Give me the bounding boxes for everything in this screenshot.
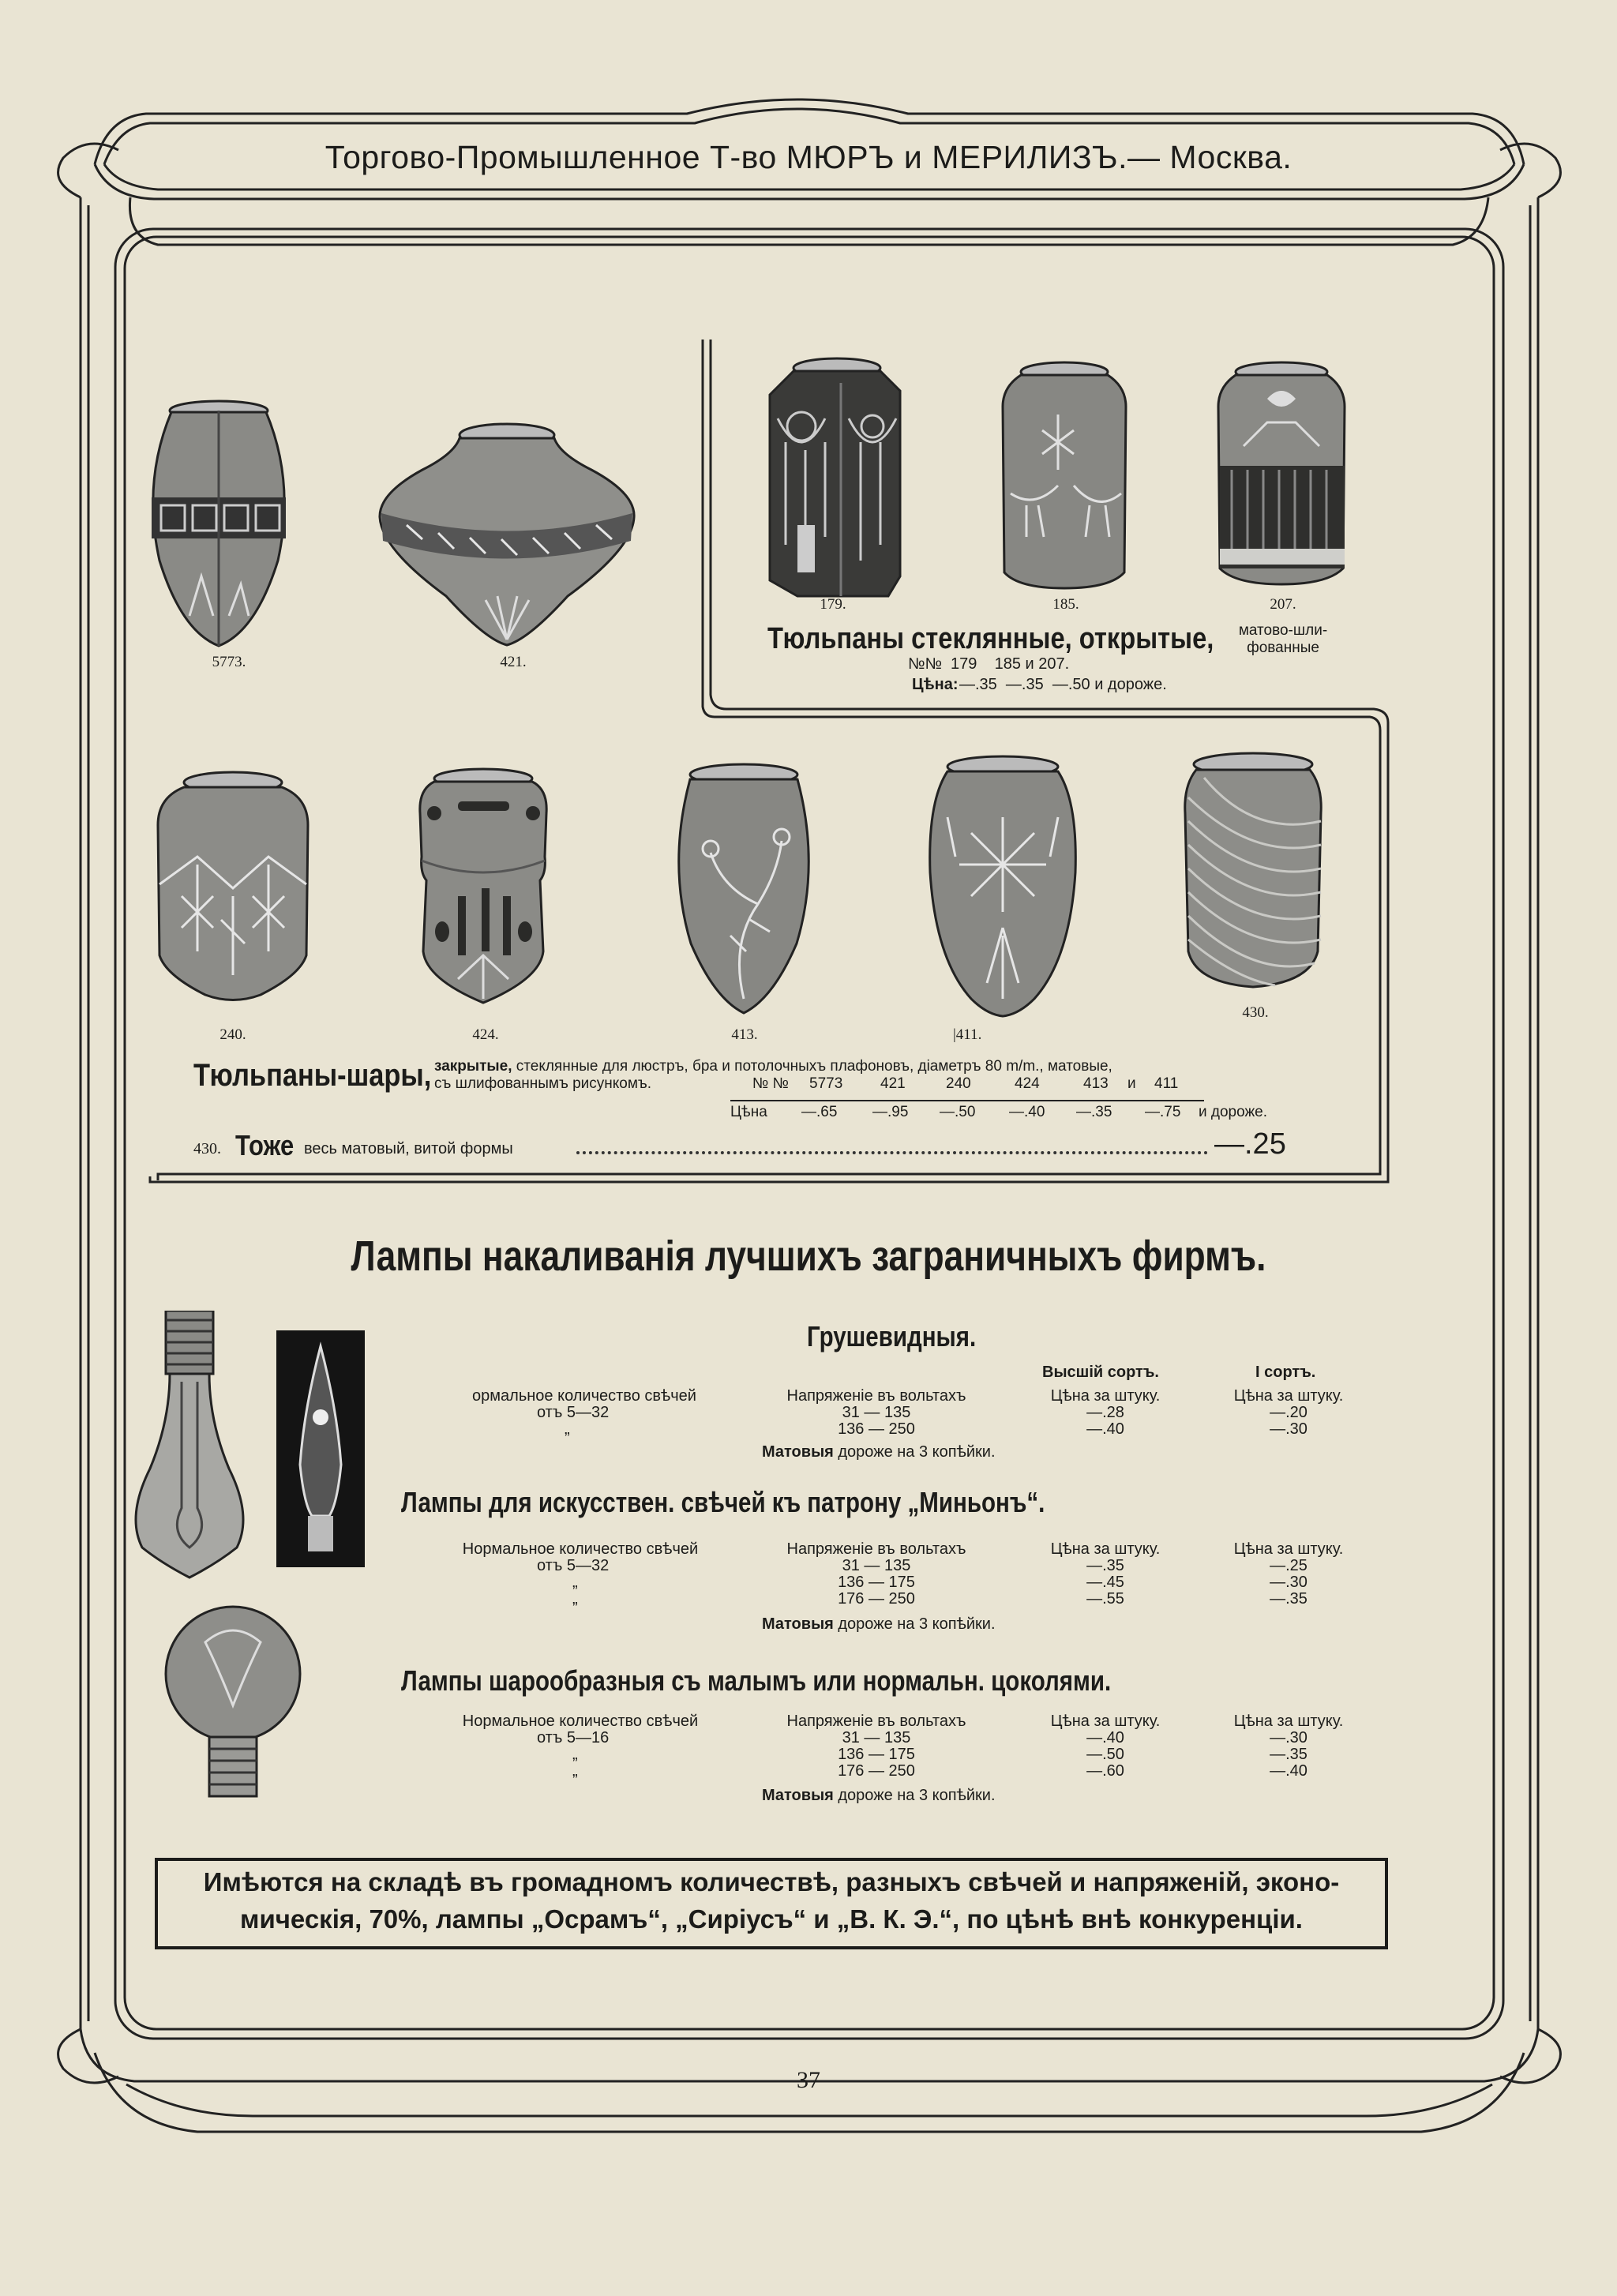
pear-col2-header: Напряженіе въ вольтахъ — [786, 1387, 966, 1405]
matte-note-bold: Матовыя — [762, 1443, 834, 1461]
tulip-ball-240-image — [150, 770, 316, 1007]
pear-lamps-title: Грушевидныя. — [807, 1320, 977, 1352]
globe-col2-row: 136 — 175 — [838, 1746, 915, 1763]
tulip-balls-number: 240 — [946, 1075, 971, 1092]
mignon-col1-row: „ — [572, 1574, 578, 1591]
same-item-desc: весь матовый, витой формы — [304, 1140, 513, 1157]
globe-col2-row: 176 — 250 — [838, 1762, 915, 1780]
figure-number: 421. — [500, 654, 527, 670]
globe-col3-header: Цѣна за штуку. — [1050, 1713, 1161, 1730]
matte-note-bold: Матовыя — [762, 1787, 834, 1804]
tulips-open-numbers: №№ 179 185 и 207. — [908, 655, 1070, 673]
globe-col1-row: отъ 5—16 — [537, 1729, 610, 1746]
globe-col1-row: „ — [572, 1746, 578, 1763]
globe-col4-row: —.40 — [1270, 1762, 1307, 1780]
tulip-ball-430-image — [1180, 750, 1326, 995]
globe-col2-header: Напряженіе въ вольтахъ — [786, 1713, 966, 1730]
pear-matte-note — [762, 1443, 996, 1461]
globe-col1-header: Нормальное количество свѣчей — [462, 1713, 699, 1730]
globe-col4-row: —.35 — [1270, 1746, 1307, 1763]
tulip-balls-number: 413 — [1083, 1075, 1109, 1092]
pear-col3-header: Цѣна за штуку. — [1050, 1387, 1161, 1405]
tulip-balls-price: —.50 — [940, 1104, 976, 1120]
tulips-open-price-label: Цѣна: — [912, 676, 959, 693]
tulips-open-title: Тюльпаны стеклянные, открытые, — [767, 622, 1214, 655]
mignon-col2-row: 136 — 175 — [838, 1574, 915, 1591]
mignon-col4-header: Цѣна за штуку. — [1233, 1540, 1344, 1558]
mignon-col4-row: —.25 — [1270, 1557, 1307, 1574]
grade-high-label: Высшій сортъ. — [1042, 1364, 1159, 1381]
tulip-ball-413-image — [667, 762, 821, 1019]
tulip-balls-price: —.65 — [801, 1104, 838, 1120]
pear-col4-row: —.20 — [1270, 1404, 1307, 1421]
globe-bulb-image — [162, 1603, 304, 1804]
pear-col1-header: ормальное количество свѣчей — [472, 1387, 696, 1405]
tulip-balls-numbers-label: № № — [752, 1075, 790, 1092]
pear-col3-row: —.28 — [1086, 1404, 1124, 1421]
figure-number: 240. — [219, 1026, 246, 1043]
lamp-shade-5773-image — [142, 395, 292, 655]
tulip-shade-185-image — [995, 359, 1133, 592]
figure-number: |411. — [953, 1026, 982, 1043]
tulip-balls-title: Тюльпаны-шары, — [193, 1058, 432, 1093]
globe-col3-row: —.40 — [1086, 1729, 1124, 1746]
tulips-open-prices: —.35 —.35 —.50 и дороже. — [959, 676, 1167, 693]
page-number: 37 — [797, 2067, 820, 2093]
mignon-col1-row: „ — [572, 1590, 578, 1608]
tulip-balls-desc-line1 — [434, 1058, 1112, 1075]
figure-number: 185. — [1052, 596, 1079, 613]
mignon-col1-row: отъ 5—32 — [537, 1557, 610, 1574]
pear-col1-row: „ — [565, 1420, 570, 1438]
tulip-balls-number: 411 — [1154, 1075, 1179, 1092]
figure-number: 5773. — [212, 654, 246, 670]
pear-col2-row: 31 — 135 — [842, 1404, 911, 1421]
matte-note-text: дороже на 3 копѣйки. — [838, 1615, 996, 1633]
globe-col3-row: —.50 — [1086, 1746, 1124, 1763]
page-header-title: Торгово-Промышленное Т-во МЮРЪ и МЕРИЛИЗЪ.— Москва. — [325, 139, 1292, 175]
globe-col3-row: —.60 — [1086, 1762, 1124, 1780]
tulips-open-side-note-2: фованные — [1247, 640, 1319, 656]
figure-number: 430. — [1242, 1004, 1269, 1021]
mignon-col2-row: 31 — 135 — [842, 1557, 911, 1574]
mignon-lamps-title: Лампы для искусствен. свѣчей къ патрону „Миньонъ“. — [401, 1486, 1045, 1518]
pear-col3-row: —.40 — [1086, 1420, 1124, 1438]
mignon-col2-row: 176 — 250 — [838, 1590, 915, 1608]
tulip-balls-price: —.40 — [1009, 1104, 1045, 1120]
globe-col2-row: 31 — 135 — [842, 1729, 911, 1746]
tulip-balls-price-label: Цѣна — [730, 1104, 767, 1120]
tulip-ball-424-image — [411, 766, 557, 1011]
figure-number: 207. — [1270, 596, 1296, 613]
mignon-col2-header: Напряженіе въ вольтахъ — [786, 1540, 966, 1558]
mignon-col3-row: —.55 — [1086, 1590, 1124, 1608]
mignon-col3-row: —.35 — [1086, 1557, 1124, 1574]
same-item-title: Тоже — [235, 1129, 295, 1161]
tulip-balls-price: —.35 — [1076, 1104, 1112, 1120]
same-item-number: 430. — [193, 1140, 221, 1157]
tulip-balls-desc-line2: съ шлифованнымъ рисункомъ. — [434, 1075, 652, 1092]
matte-note-text: дороже на 3 копѣйки. — [838, 1443, 996, 1461]
tulips-open-side-note-1: матово-шли- — [1238, 622, 1328, 639]
tulip-balls-desc-bold: закрытые, — [434, 1058, 512, 1075]
pear-bulb-image — [126, 1311, 253, 1579]
figure-number: 179. — [820, 596, 846, 613]
same-item-price: —.25 — [1214, 1127, 1286, 1161]
mignon-col3-header: Цѣна за штуку. — [1050, 1540, 1161, 1558]
tulip-balls-number: 421 — [880, 1075, 906, 1092]
tulip-balls-number: 424 — [1015, 1075, 1040, 1092]
leader-dots — [576, 1143, 1208, 1154]
tulip-balls-price: —.75 — [1145, 1104, 1181, 1120]
globe-col4-row: —.30 — [1270, 1729, 1307, 1746]
pear-col4-header: Цѣна за штуку. — [1233, 1387, 1344, 1405]
lamps-section-title: Лампы накаливанія лучшихъ заграничныхъ фирмъ. — [351, 1232, 1266, 1280]
tulip-balls-price: —.95 — [872, 1104, 909, 1120]
matte-note-bold: Матовыя — [762, 1615, 834, 1633]
notice-line-2: мическія, 70%, лампы „Осрамъ“, „Сиріусъ“ и „В. К. Э.“, по цѣнѣ внѣ конкуренціи. — [240, 1904, 1303, 1934]
carbon-bulb-image — [276, 1330, 365, 1567]
figure-number: 424. — [472, 1026, 499, 1043]
lamp-shade-421-image — [375, 422, 640, 651]
mignon-col3-row: —.45 — [1086, 1574, 1124, 1591]
mignon-col4-row: —.30 — [1270, 1574, 1307, 1591]
pear-col4-row: —.30 — [1270, 1420, 1307, 1438]
stock-notice-box — [155, 1858, 1388, 1949]
tulip-balls-price-suffix: и дороже. — [1199, 1104, 1268, 1120]
mignon-col4-row: —.35 — [1270, 1590, 1307, 1608]
pear-col1-row: отъ 5—32 — [537, 1404, 610, 1421]
figure-number: 413. — [731, 1026, 758, 1043]
matte-note-text: дороже на 3 копѣйки. — [838, 1787, 996, 1804]
globe-col4-header: Цѣна за штуку. — [1233, 1713, 1344, 1730]
grade-first-label: I сортъ. — [1255, 1364, 1316, 1381]
mignon-matte-note — [762, 1615, 996, 1634]
tulip-balls-desc-text: стеклянные для люстръ, бра и потолочныхъ плафоновъ, діаметръ 80 m/m., матовые, — [516, 1058, 1112, 1075]
mignon-col1-header: Нормальное количество свѣчей — [462, 1540, 699, 1558]
tulip-shade-207-image — [1212, 359, 1350, 588]
tulip-balls-number: 5773 — [809, 1075, 843, 1092]
tulip-balls-number: и — [1127, 1075, 1136, 1092]
tulip-shade-179-image — [754, 355, 904, 600]
tulip-ball-411-image — [924, 754, 1082, 1022]
notice-line-1: Имѣются на складѣ въ громадномъ количествѣ, разныхъ свѣчей и напряженій, эконо- — [203, 1867, 1340, 1896]
pear-col2-row: 136 — 250 — [838, 1420, 915, 1438]
globe-col1-row: „ — [572, 1762, 578, 1780]
globe-matte-note — [762, 1787, 996, 1805]
globe-lamps-title: Лампы шарообразныя съ малымъ или нормальн. цоколями. — [401, 1664, 1112, 1697]
